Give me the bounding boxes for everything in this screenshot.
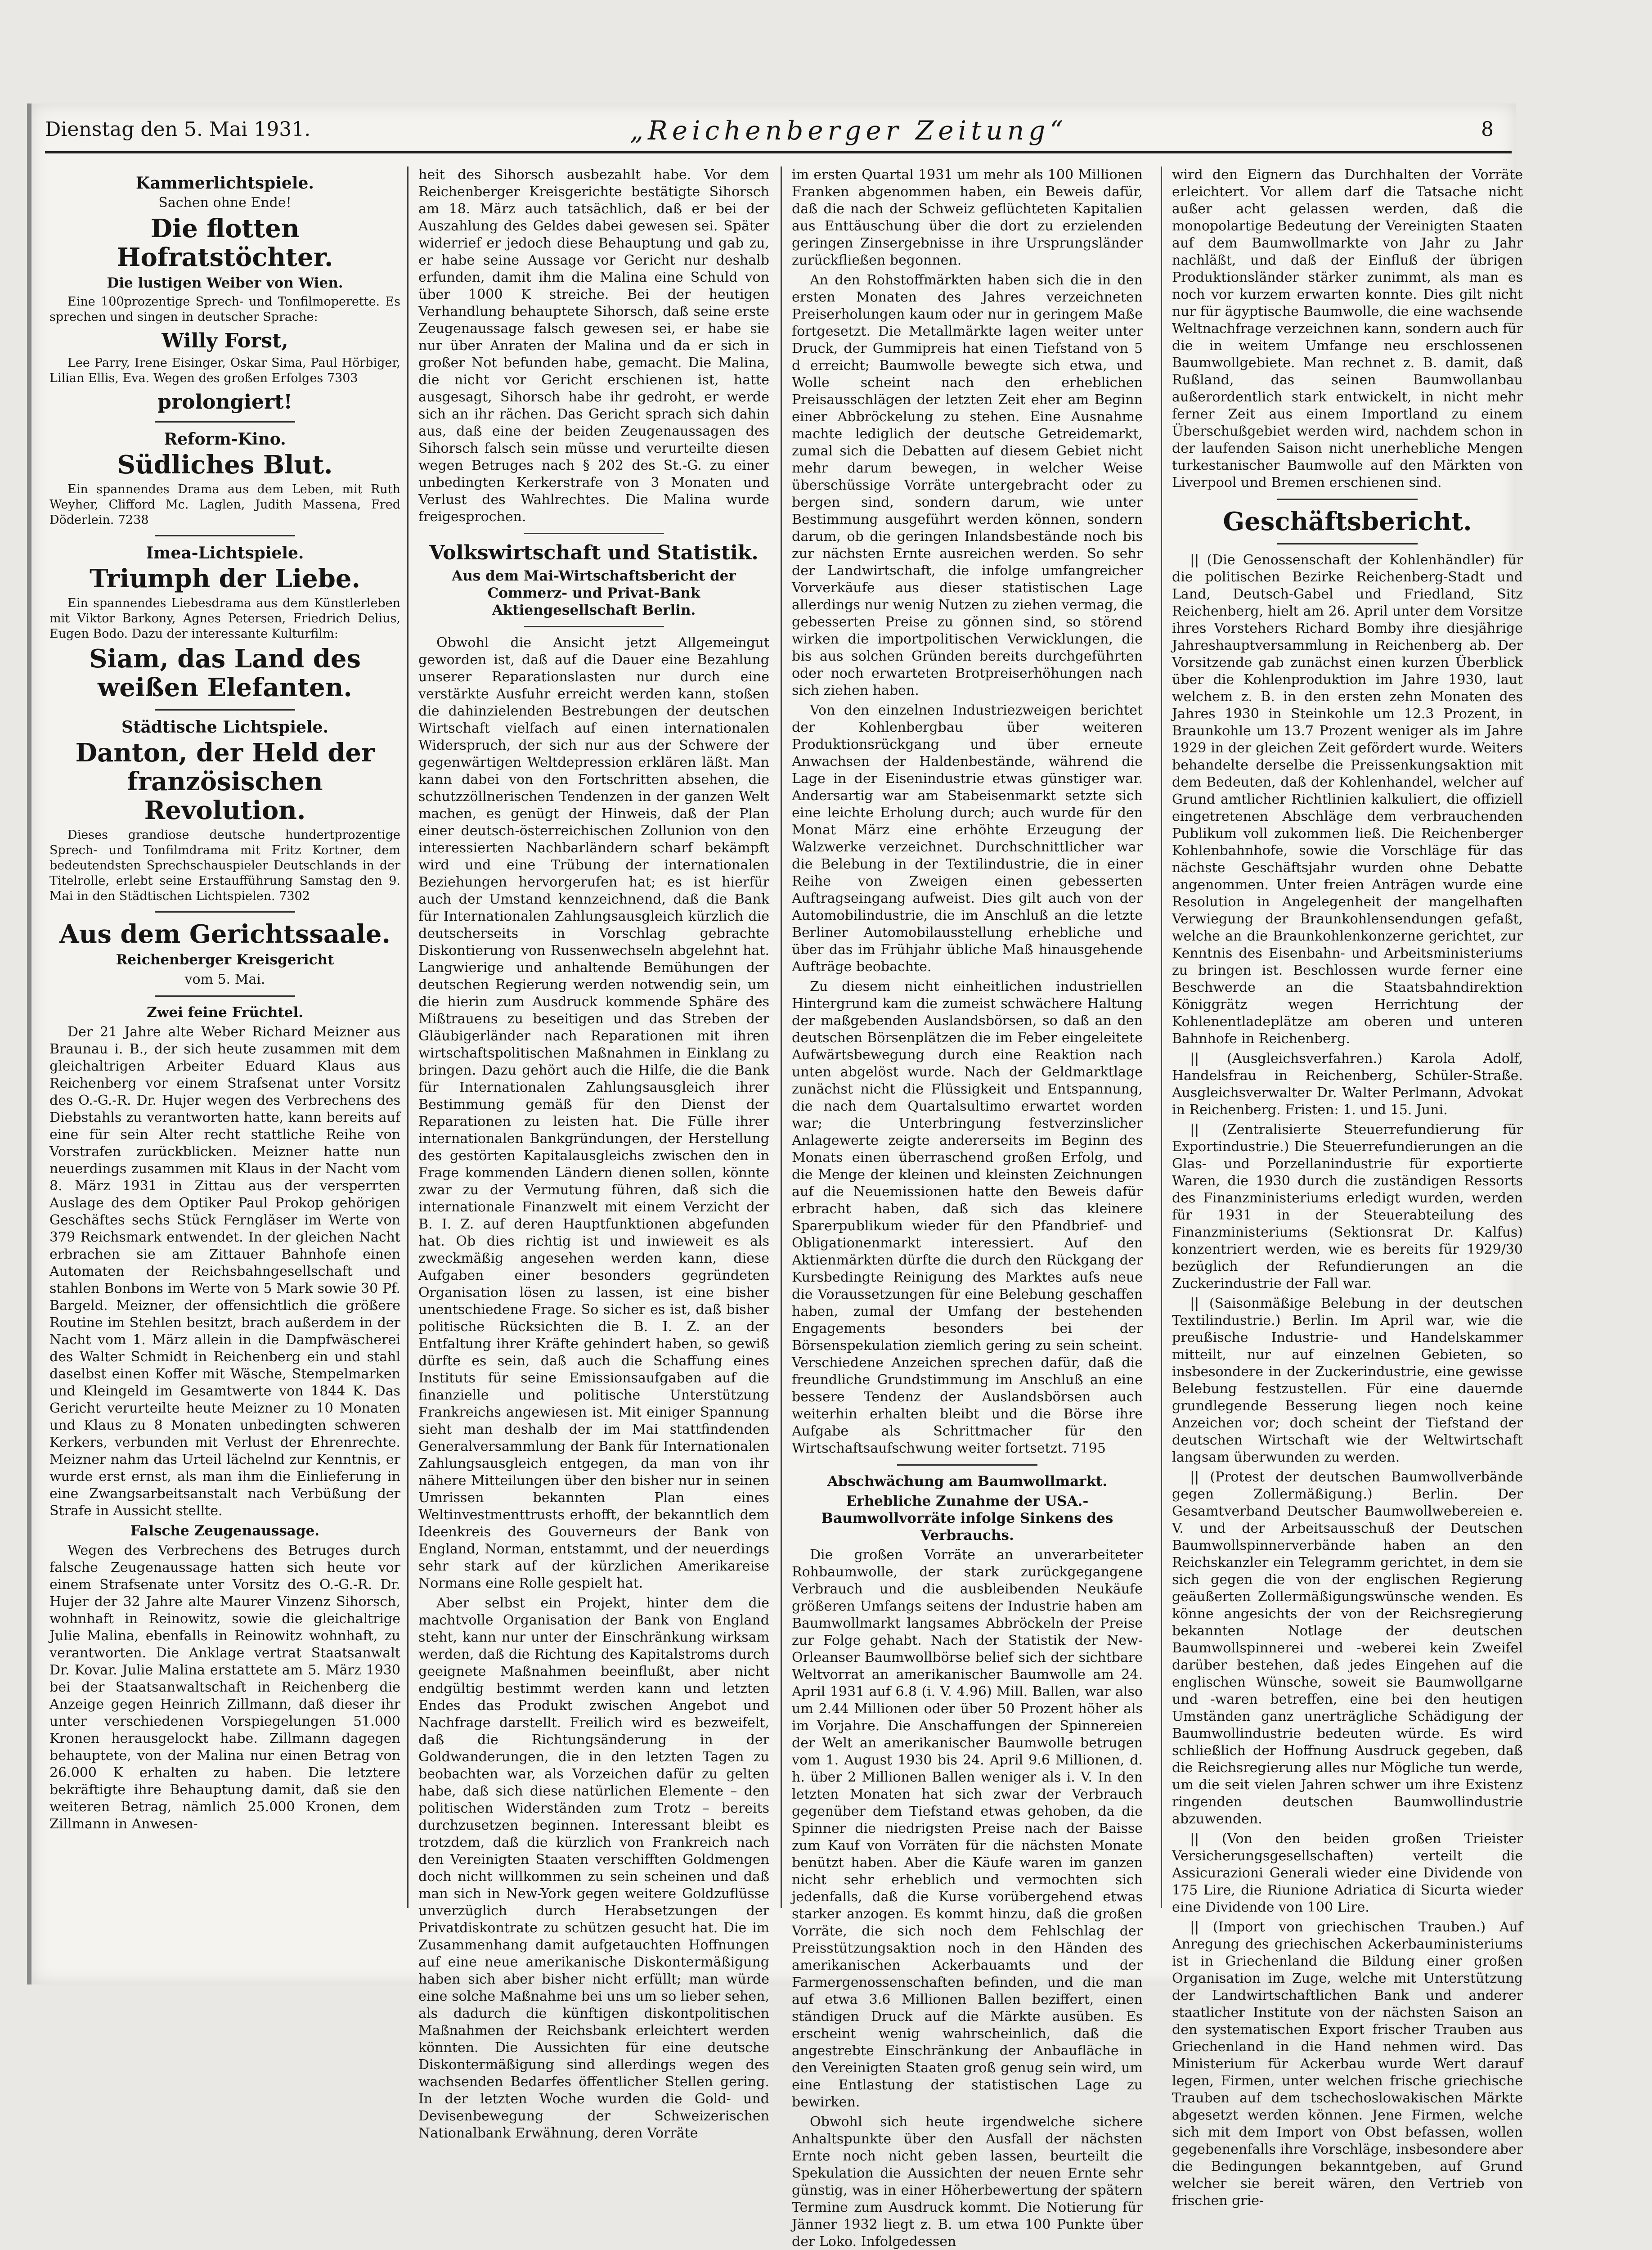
column-rule: [407, 166, 409, 1908]
cinema-ad-film: Danton, der Held der französischen Revolution.: [75, 738, 375, 825]
cinema-ad-head: Imea-Lichtspiele.: [146, 544, 304, 562]
section-heading: Geschäftsbericht.: [1223, 507, 1472, 536]
article-paragraph: im ersten Quartal 1931 um mehr als 100 Millionen Franken abgenommen haben, ein Beweis dafür, daß die nach der Schweiz geflüchteten Kapitalien aus Enttäuschung über die dort zu erzielenden geringen Zinsergebnisse in ihre Ursprungsländer zurückfließen begonnen.: [792, 167, 1143, 268]
column-4: [1172, 166, 1523, 2209]
column-1: [49, 166, 400, 1908]
divider: [155, 421, 295, 423]
news-item: || (Zentralisierte Steuerrefundierung für Exportindustrie.) Die Steuerrefundierungen an die Glas- und Porzellanindustrie für exportierte Waren, die 1930 durch die zuständigen Ressorts des Finanzministeriums erledigt wurden, werden für 1931 in der Steuerabteilung des Finanzministeriums (Sektionsrat Dr. Kalfus) konzentriert werden, wie es bereits für 1929/30 bezüglich der Refundierungen an die Zuckerindustrie der Fall war.: [1172, 1122, 1523, 1292]
article-paragraph: Zu diesem nicht einheitlichen industriellen Hintergrund kam die zumeist schwächere Haltung der maßgebenden Auslandsbörsen, so daß an den deutschen Börsenplätzen die im Feber eingeleitete Aufwärtsbewegung durch eine Reaktion nach unten abgelöst wurde. Nach der Geldmarktlage zunächst nicht die Flüssigkeit und Entspannung, die nach dem Quartalsultimo erwartet worden war; die Unterbringung festverzinslicher Anlagewerte zeigte andererseits im Beginn des Monats einen überraschend großen Erfolg, und die Menge der kleinen und kleinsten Zeichnungen auf die Neuemissionen hatte den Beweis dafür erbracht haben, daß sich das kleinere Sparerpublikum wieder für den Pfandbrief- und Obligationenmarkt interessiert. Auf den Aktienmärkten dürfte die durch den Rückgang der Kursbedingte Reinigung des Marktes aufs neue die Voraussetzungen für eine Belebung geschaffen haben, zumal der Umfang der bestehenden Engagements besonders bei der Börsenspekulation ziemlich gering zu sein scheint. Verschiedene Anzeichen sprechen dafür, daß die freundliche Grundstimmung im Anschluß an eine bessere Tendenz der Auslandsbörsen auch weiterhin erhalten bleibt und die Börse ihre Aufgabe als Schrittmacher für den Wirtschaftsaufschwung weiter fortsetzt. 7195: [792, 979, 1143, 1456]
cinema-ad-head: Reform-Kino.: [164, 430, 286, 449]
article-paragraph: An den Rohstoffmärkten haben sich die in den ersten Monaten des Jahres verzeichneten Preiserholungen kaum oder nur in geringem Maße fortgesetzt. Die Metallmärkte lagen weiter unter Druck, der Gummipreis hat einen Tiefstand von 5 d erreicht; Baumwolle bewegte sich etwa, und Wolle scheint nach den erheblichen Preisausschlägen der letzten Zeit eher am Beginn einer Abbröckelung zu stehen. Eine Ausnahme machte lediglich der deutsche Getreidemarkt, zumal sich die Debatten auf diesem Gebiet nicht mehr darum bewegen, in welcher Weise überschüssige Vorräte untergebracht oder zu bergen sind, sondern darum, wie unter Bestimmung ausgeführt werden können, sondern darum, ob die geringen Inlandsbestände noch bis zur nächsten Ernte ausreichen werden. So sehr der Landwirtschaft, die infolge umfangreicher Vorverkäufe aus dieser statistischen Lage allerdings nur wenig Nutzen zu ziehen vermag, die gebesserten Preise zu gönnen sind, so störend wirken die importpolitischen Verwicklungen, die bis aus solchen Gründen bereits durchgeführten oder noch erwarteten Brotpreiserhöhungen nach sich ziehen haben.: [792, 272, 1143, 698]
newspaper-title: „Reichenberger Zeitung“: [630, 115, 1068, 146]
divider: [155, 911, 295, 913]
news-item: || (Von den beiden großen Trieister Versicherungsgesellschaften) verteilt die Assicurazioni Generali wieder eine Dividende von 175 Lire, die Riunione Adriatica di Sicurta wieder eine Dividende von 100 Lire.: [1172, 1831, 1523, 1915]
cinema-ad-desc: Dieses grandiose deutsche hundertprozentige Sprech- und Tonfilmdrama mit Fritz Kortner, dem bedeutendsten Sprechschauspieler Deutschlands in der Titelrolle, erlebt seine Erstaufführung Samstag den 9. Mai in den Städtischen Lichtspielen. 7302: [49, 828, 400, 903]
section-heading: Aus dem Gerichtssaale.: [59, 919, 391, 949]
cinema-ad-film: Südliches Blut.: [117, 450, 333, 480]
article-heading: Zwei feine Früchtel.: [147, 1004, 303, 1021]
column-3: [792, 166, 1143, 2250]
article-paragraph: heit des Sihorsch ausbezahlt habe. Vor dem Reichenberger Kreisgerichte bestätigte Sihorsch am 18. März auch tatsächlich, daß er bei der Auszahlung des Geldes dabei gewesen sei. Später widerrief er jedoch diese Behauptung und gab zu, er habe seine Aussage vor Gericht nur deshalb erfunden, damit ihm die Malina eine Schuld von über 1000 K streiche. Bei der heutigen Verhandlung behauptete Sihorsch, daß seine erste Zeugenaussage falsch gewesen sei, er habe sie nur über Anraten der Malina und da er sich in großer Not befunden habe, gemacht. Die Malina, die nicht vor Gericht erschienen ist, hatte ausgesagt, Sihorsch habe ihr gedroht, er werde sich an ihr rächen. Das Gericht sprach sich dahin aus, daß eine der beiden Zeugenaussagen des Sihorsch falsch sein müsse und verurteilte diesen wegen Betruges nach § 202 des St.-G. zu einer unbedingten Kerkerstrafe von 3 Monaten und Verlust des Wahlrechtes. Die Malina wurde freigesprochen.: [418, 167, 769, 525]
news-item: || (Protest der deutschen Baumwollverbände gegen Zollermäßigung.) Berlin. Der Gesamtverband Deutscher Baumwollwebereien e. V. und der Arbeitsausschuß der Deutschen Baumwollspinnerverbände haben an den Reichskanzler ein Telegramm gerichtet, in dem sie sich gegen die von der englischen Regierung geäußerten Zollermäßigungswünsche wenden. Es könne angesichts der von der Reichsregierung bekannten Notlage der deutschen Baumwollspinnerei und -weberei kein Zweifel darüber bestehen, daß jedes Eingehen auf die englischen Wünsche, soweit sie Baumwollgarne und -waren betreffen, eine bei den heutigen Umständen ganz unerträgliche Schädigung der Baumwollindustrie bedeuten würde. Es wird schließlich der Hoffnung Ausdruck gegeben, daß die Reichsregierung alles nur Mögliche tun werde, um die seit vielen Jahren schwer um ihre Existenz ringenden deutschen Baumwollindustrie abzuwenden.: [1172, 1469, 1523, 1827]
article-paragraph: Von den einzelnen Industriezweigen berichtet der Kohlenbergbau über weiteren Produktionsrückgang und über erneute Anwachsen der Haldenbestände, während die Lage in der Eisenindustrie etwas günstiger war. Andersartig war am Stabeisenmarkt setzte sich eine leichte Erholung durch; auch wurde für den Monat März eine erhöhte Erzeugung der Walzwerke verzeichnet. Durchschnittlicher war die Belebung in der Textilindustrie, die in einer Reihe von Zweigen einen gebesserten Auftragseingang aufweist. Dies gilt auch von der Automobilindustrie, die im Anschluß an die letzte Berliner Automobilausstellung erhebliche und über das im Frühjahr übliche Maß hinausgehende Aufträge beobachte.: [792, 702, 1143, 975]
article-heading: Aus dem Mai-Wirtschaftsbericht der Commerz- und Privat-Bank Aktiengesellschaft Berlin.: [452, 568, 736, 618]
article-paragraph: Der 21 Jahre alte Weber Richard Meizner aus Braunau i. B., der sich heute zusammen mit dem gleichaltrigen Arbeiter Eduard Klaus aus Reichenberg vor einem Strafsenat unter Vorsitz des O.-G.-R. Dr. Hujer wegen des Verbrechens des Diebstahls zu verantworten hatte, kann bereits auf eine für sein Alter recht stattliche Reihe von Vorstrafen zurückblicken. Meizner hatte nun neuerdings zusammen mit Klaus in der Nacht vom 8. März 1931 in Zittau aus der versperrten Auslage des dem Optiker Paul Prokop gehörigen Geschäftes sechs Stück Ferngläser im Werte von 379 Reichsmark entwendet. In der gleichen Nacht erbrachen sie am Zittauer Bahnhofe einen Automaten der Reichsbahngesellschaft und stahlen Bonbons im Werte von 5 Mark sowie 30 Pf. Bargeld. Meizner, der offensichtlich die größere Routine im Stehlen besitzt, brach außerdem in der Nacht vom 1. März allein in die Dampfwäscherei des Walter Schmidt in Reichenberg ein und stahl daselbst einen Koffer mit Wäsche, Stempelmarken und Kleingeld im Gesamtwerte von 1844 K. Das Gericht verurteilte heute Meizner zu 10 Monaten und Klaus zu 8 Monaten unbedingten schweren Kerkers, verbunden mit Verlust der Ehrenrechte. Meizner nahm das Urteil lächelnd zur Kenntnis, er wurde erst ernst, als man ihm die Einlieferung in eine Zwangsarbeitsanstalt nach Verbüßung der Strafe in Aussicht stellte.: [49, 1024, 400, 1519]
news-item: || (Import von griechischen Trauben.) Auf Anregung des griechischen Ackerbauministeriums ist in Griechenland die Bildung einer großen Organisation im Zuge, welche mit Unterstützung der Landwirtschaftlichen Bank und anderer staatlicher Institute von der nächsten Saison an den systematischen Export frischer Trauben aus Griechenland in die Hand nehmen wird. Das Ministerium für Ackerbau wurde Wert darauf legen, Firmen, unter welchen frische griechische Trauben auf dem tschechoslowakischen Märkte abgesetzt werden können. Jene Firmen, welche sich mit dem Import von Obst befassen, wollen gegebenenfalls ihre Vorschläge, insbesondere aber die Bedingungen bekanntgeben, auf Grund welcher sie bereit wären, den Vertrieb von frischen grie-: [1172, 1919, 1523, 2209]
cinema-ad-cast: Lee Parry, Irene Eisinger, Oskar Sima, Paul Hörbiger, Lilian Ellis, Eva. Wegen des großen Erfolges 7303: [49, 356, 400, 385]
cinema-ad-film: Triumph der Liebe.: [89, 564, 361, 594]
section-heading: Volkswirtschaft und Statistik.: [429, 541, 759, 564]
masthead: [45, 115, 1512, 153]
article-paragraph: Wegen des Verbrechens des Betruges durch falsche Zeugenaussage hatten sich heute vor einem Strafsenate unter Vorsitz des O.-G.-R. Dr. Hujer der 32 Jahre alte Maurer Vinzenz Sihorsch, wohnhaft in Reinowitz, sowie die gleichaltrige Julie Malina, ebenfalls in Reinowitz wohnhaft, zu verantworten. Die Anklage vertrat Staatsanwalt Dr. Kovar. Julie Malina erstattete am 5. März 1930 bei der Staatsanwaltschaft in Reichenberg die Anzeige gegen Heinrich Zillmann, daß dieser ihr unter verschiedenen Vorspiegelungen 51.000 Kronen herausgelockt habe. Zillmann dagegen behauptete, von der Malina nur einen Betrag von 26.000 K erhalten zu haben. Die letztere bekräftigte ihre Behauptung damit, daß sie den weiteren Betrag, nämlich 25.000 Kronen, dem Zillmann in Anwesen-: [49, 1543, 400, 1832]
cinema-ad-film: Siam, das Land des weißen Elefanten.: [89, 644, 361, 702]
article-subheading: Erhebliche Zunahme der USA.-Baumwollvorräte infolge Sinkens des Verbrauchs.: [821, 1493, 1113, 1544]
page-number: 8: [1481, 118, 1494, 141]
cinema-ad-head: Städtische Lichtspiele.: [121, 718, 329, 737]
divider: [524, 533, 664, 534]
cinema-ad-desc: Ein spannendes Liebesdrama aus dem Künstlerleben mit Viktor Barkony, Agnes Petersen, Friedrich Delius, Eugen Bodo. Dazu der interessante Kulturfilm:: [49, 596, 400, 641]
cinema-ad-head: Kammerlichtspiele.: [136, 174, 314, 193]
divider: [155, 995, 295, 997]
column-2: [418, 166, 769, 2141]
issue-date: Dienstag den 5. Mai 1931.: [45, 118, 311, 141]
article-heading: Falsche Zeugenaussage.: [130, 1523, 320, 1539]
divider: [1277, 499, 1418, 500]
article-paragraph: wird den Eignern das Durchhalten der Vorräte erleichtert. Vor allem darf die Tatsache nicht außer acht gelassen werden, daß die monopolartige Bedeutung der Vereinigten Staaten auf dem Baumwollmarkte von Jahr zu Jahr nachläßt, und daß der Einfluß der übrigen Produktionsländer stärker zunimmt, als man es noch vor kurzem erwarten konnte. Dies gilt nicht nur für ägyptische Baumwolle, die eine wachsende Weltnachfrage verzeichnen kann, sondern auch für die in weitem Umfange neu erschlossenen Baumwollgebiete. Man rechnet z. B. damit, daß Rußland, das seinen Baumwollanbau außerordentlich stark entwickelt, in nicht mehr ferner Zeit aus einem Importland zu einem Überschußgebiet werden wird, nachdem schon in der laufenden Saison nicht unerhebliche Mengen turkestanischer Baumwolle auf den Märkten von Liverpool und Bremen erschienen sind.: [1172, 167, 1523, 490]
cinema-ad-desc: Ein spannendes Drama aus dem Leben, mit Ruth Weyher, Clifford Mc. Laglen, Judith Massena, Fred Döderlein. 7238: [49, 482, 400, 527]
divider: [524, 626, 664, 627]
cinema-ad-prolong: prolongiert!: [157, 391, 292, 414]
section-date: vom 5. Mai.: [184, 972, 265, 987]
divider: [1277, 543, 1418, 544]
column-rule: [1161, 166, 1162, 1908]
article-paragraph: Aber selbst ein Projekt, hinter dem die machtvolle Organisation der Bank von England steht, kann nur unter der Einschränkung wirksam werden, daß die Richtung des Kapitalstroms durch geeignete Maßnahmen beeinflußt, aber nicht endgültig bestimmt werden kann und letzten Endes das Produkt zwischen Angebot und Nachfrage darstellt. Freilich wird es bezweifelt, daß die Richtungsänderung in der Goldwanderungen, die in den letzten Tagen zu beobachten war, als Vorzeichen dafür zu gelten habe, daß sich diese natürlichen Elemente – den politischen Widerständen zum Trotz – bereits durchzusetzen beginnen. Interessant bleibt es trotzdem, daß die kürzlich von Frankreich nach den Vereinigten Staaten verschifften Goldmengen doch nicht willkommen zu sein scheinen und daß man sich in New-York gegen weitere Goldzuflüsse unverzüglich durch Herabsetzungen der Privatdiskontrate zu schützen gesucht hat. Die im Zusammenhang damit aufgetauchten Hoffnungen auf eine neue amerikanische Diskontermäßigung haben sich aber bisher nicht erfüllt; man würde eine solche Maßnahme bei uns um so lieber sehen, als dadurch die künftigen diskontpolitischen Maßnahmen der Reichsbank erleichtert werden könnten. Die Aussichten für eine deutsche Diskontermäßigung sind allerdings wegen des wachsenden Bedarfes öffentlicher Stellen gering. In der letzten Woche wurden die Gold- und Devisenbewegung der Schweizerischen Nationalbank Erwähnung, deren Vorräte: [418, 1595, 769, 2141]
divider: [155, 709, 295, 711]
cinema-ad-director: Willy Forst,: [162, 329, 288, 352]
divider: [897, 1464, 1037, 1466]
cinema-ad-notice: Sachen ohne Ende!: [158, 195, 292, 211]
cinema-ad-film: Die flotten Hofratstöchter.: [117, 214, 333, 272]
news-item: || (Die Genossenschaft der Kohlenhändler) für die politischen Bezirke Reichenberg-Stadt und Land, Deutsch-Gabel und Friedland, Sitz Reichenberg, hielt am 26. April unter dem Vorsitze ihres Vorstehers Richard Bomby ihre diesjährige Jahreshauptversammlung in Reichenberg ab. Der Vorsitzende gab zunächst einen kurzen Überblick über die Kohlenproduktion im Jahre 1930, laut welchem z. B. in den ersten zehn Monaten des Jahres 1930 in Steinkohle um 12.3 Prozent, in Braunkohle um 13.7 Prozent weniger als im Jahre 1929 in der gleichen Zeit gefördert wurde. Weiters behandelte derselbe die Preissenkungsaktion mit dem Bedeuten, daß der Kohlenhandel, welcher auf Grund amtlicher Richtlinien kalkuliert, die offiziell eingetretenen Abschläge dem verbrauchenden Publikum voll zukommen ließ. Die Reichenberger Kohlenbahnhofe, sowie die Vorschläge für das nächste Geschäftsjahr wurden ohne Debatte angenommen. Unter freien Anträgen wurde eine Resolution in Angelegenheit der mangelhaften Verwiegung der Braunkohlensendungen gefaßt, welche an die Braunkohlenkonzerne gerichtet, zur Kenntnis des Eisenbahn- und Arbeitsministeriums zu bringen ist. Beschlossen wurde ferner eine Beschwerde an die Staatsbahndirektion Königgrätz wegen Herrichtung der Kohlenentladeplätze am oberen und unteren Bahnhofe in Reichenberg.: [1172, 552, 1523, 1047]
article-paragraph: Obwohl die Ansicht jetzt Allgemeingut geworden ist, daß auf die Dauer eine Bezahlung unserer Reparationslasten nur durch eine verstärkte Ausfuhr erreicht werden kann, stoßen die dahinzielenden Bestrebungen der deutschen Wirtschaft vielfach auf einen internationalen Widerspruch, der sich nur aus der Schwere der gegenwärtigen Weltdepression erklären läßt. Man kann dabei von den Fortschritten absehen, die schutzzöllnerischen Tendenzen in der ganzen Welt machen, es genügt der Hinweis, daß der Plan einer deutsch-österreichischen Zollunion von den interessierten Nachbarländern scharf bekämpft wird und eine Trübung der internationalen Beziehungen hervorgerufen hat; es ist hierfür auch der Umstand kennzeichnend, daß die Bank für Internationalen Zahlungsausgleich kürzlich die deutscherseits in Vorschlag gebrachte Diskontierung von Russenwechseln abgelehnt hat. Langwierige und anhaltende Bemühungen der deutschen Regierung werden notwendig sein, um die hierin zum Ausdruck kommende Sphäre des Mißtrauens zu beseitigen und das Streben der Gläubigerländer nach Reparationen mit ihren wirtschaftspolitischen Maßnahmen in Einklang zu bringen. Dazu gehört auch die Hilfe, die die Bank für Internationalen Zahlungsausgleich ihrer Bestimmung gemäß für den Dienst der Reparationen zu leisten hat. Die Fülle ihrer internationalen Bankgründungen, der Herstellung des gestörten Kapitalausgleichs zwischen den in Frage kommenden Ländern dienen sollen, könnte zwar zu der Vermutung führen, daß sich die internationale Finanzwelt mit einem Verzicht der B. I. Z. auf deren Hauptfunktionen abgefunden hat. Ob dies richtig ist und inwieweit es als zweckmäßig angesehen werden kann, diese Aufgaben einer besonders gegründeten Organisation lösen zu lassen, ist eine bisher unentschiedene Frage. So sicher es ist, daß bisher politische Rücksichten die B. I. Z. an der Entfaltung ihrer Kräfte gehindert haben, so gewiß dürfte es sein, daß auch die Schaffung eines Instituts für seine Emissionsaufgaben auf die finanzielle und politische Unterstützung Frankreichs angewiesen ist. Mit einiger Spannung sieht man deshalb der im Mai stattfindenden Generalversammlung der Bank für Internationalen Zahlungsausgleich entgegen, da man von ihr nähere Mitteilungen über den bisher nur in seinen Umrissen bekannten Plan eines Weltinvestmenttrusts erhofft, der bekanntlich dem Ideenkreis des Gouverneurs der Bank von England, Norman, entstammt, und der neuerdings sehr stark auf der kürzlichen Amerikareise Normans eine Rolle gespielt hat.: [418, 635, 769, 1591]
divider: [155, 535, 295, 536]
cinema-ad-desc: Eine 100prozentige Sprech- und Tonfilmoperette. Es sprechen und singen in deutscher Sprache:: [49, 295, 400, 324]
article-paragraph: Obwohl sich heute irgendwelche sichere Anhaltspunkte über den Ausfall der nächsten Ernte noch nicht geben lassen, beurteilt die Spekulation die Aussichten der neuen Ernte sehr günstig, was in einer Höherbewertung der spätern Termine zum Ausdruck kommt. Die Notierung für Jänner 1932 liegt z. B. um etwa 100 Punkte über der Loko. Infolgedessen: [792, 2114, 1143, 2250]
column-rule: [781, 166, 782, 1908]
news-item: || (Ausgleichsverfahren.) Karola Adolf, Handelsfrau in Reichenberg, Schüler-Straße. Ausgleichsverwalter Dr. Walter Perlmann, Advokat in Reichenberg. Fristen: 1. und 15. Juni.: [1172, 1051, 1523, 1118]
cinema-ad-subtitle: Die lustigen Weiber von Wien.: [107, 275, 343, 291]
news-item: || (Saisonmäßige Belebung in der deutschen Textilindustrie.) Berlin. Im April war, wie die preußische Industrie- und Handelskammer mitteilt, nur auf einzelnen Gebieten, so insbesondere in der Zuckerindustrie, eine gewisse Belebung festzustellen. Für eine dauernde grundlegende Besserung liegen noch keine Anzeichen vor; doch scheint der Tiefstand der deutschen Wirtschaft wie der Weltwirtschaft langsam überwunden zu werden.: [1172, 1296, 1523, 1465]
article-heading: Abschwächung am Baumwollmarkt.: [827, 1473, 1108, 1490]
article-paragraph: Die großen Vorräte an unverarbeiteter Rohbaumwolle, der stark zurückgegangene Verbrauch und die ausbleibenden Neukäufe größeren Umfangs seitens der Industrie haben am Baumwollmarkt langsames Abbröckeln der Preise zur Folge gehabt. Nach der Statistik der New-Orleanser Baumwollbörse belief sich der sichtbare Weltvorrat an amerikanischer Baumwolle am 24. April 1931 auf 6.8 (i. V. 4.96) Mill. Ballen, war also um 2.44 Millionen oder über 50 Prozent höher als im Vorjahre. Die Anschaffungen der Spinnereien der Welt an amerikanischer Baumwolle betrugen vom 1. August 1930 bis 24. April 9.6 Millionen, d. h. über 2 Millionen Ballen weniger als i. V. In den letzten Monaten hat sich zwar der Verbrauch gegenüber dem Tiefstand etwas gehoben, da die Spinner die niedrigsten Preise nach der Baisse zum Kauf von Vorräten für die nächsten Monate benützt haben. Aber die Käufe waren im ganzen nicht sehr erheblich und vermochten sich jedenfalls, daß die Kurse vorübergehend etwas starker anzogen. Es kommt hinzu, daß die großen Vorräte, die sich noch dem Fehlschlag der Preisstützungsaktion noch in den Händen des amerikanischen Ackerbauamts und der Farmergenossenschaften befinden, und die man auf etwa 3.6 Millionen Ballen beziffert, einen ständigen Druck auf die Märkte ausüben. Es erscheint wenig wahrscheinlich, daß die angestrebte Einschränkung der Anbaufläche in den Vereinigten Staaten groß genug sein wird, um eine Entlastung der statistischen Lage zu bewirken.: [792, 1547, 1143, 2110]
section-subheading: Reichenberger Kreisgericht: [116, 952, 334, 968]
